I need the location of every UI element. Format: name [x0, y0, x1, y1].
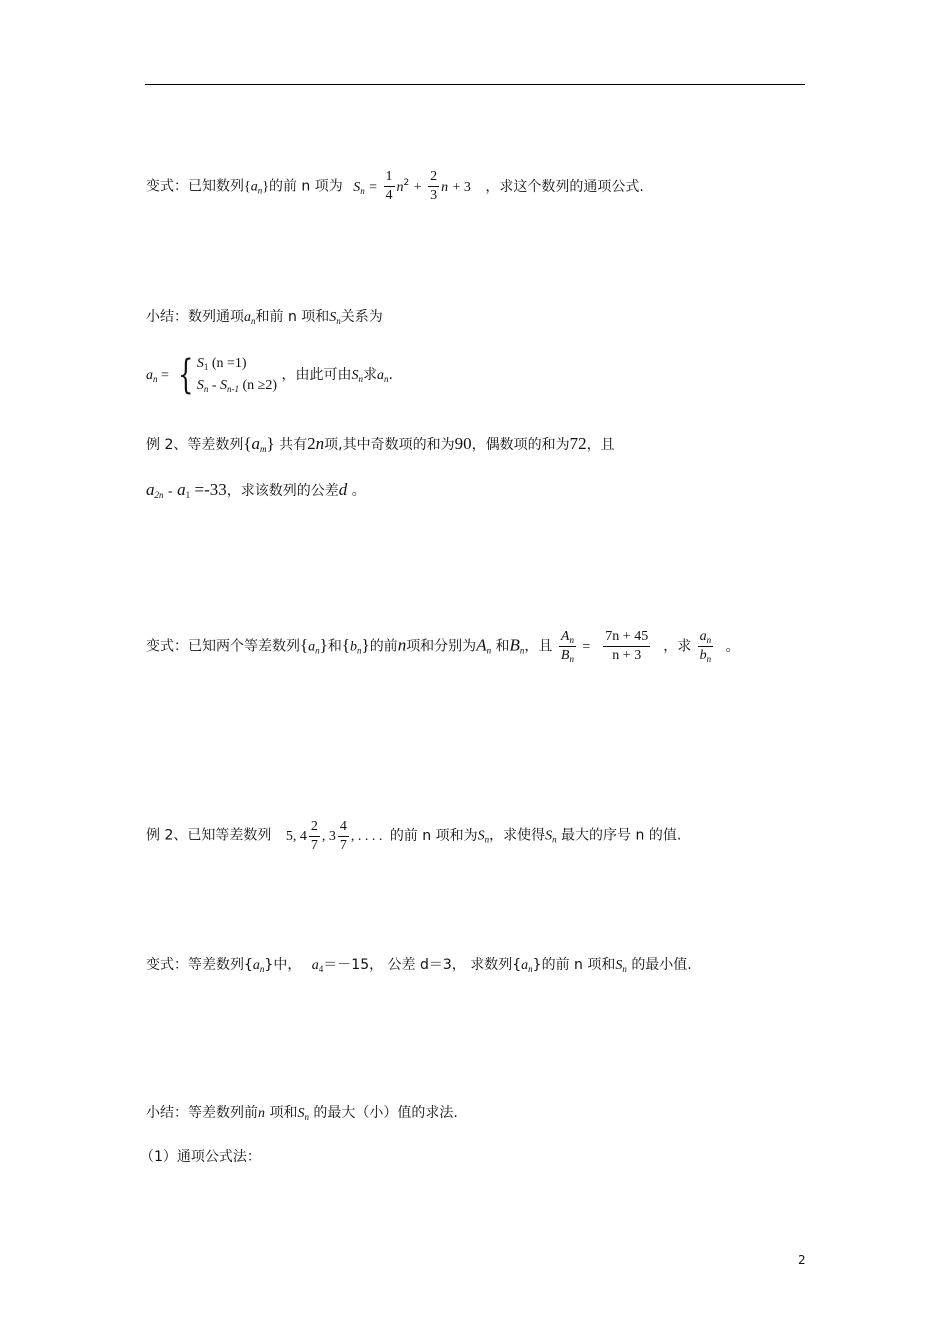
sequence: 5, 4 $\frac{2}{7}$ , 3 $\frac{4}{7}$ , . . . .: [285, 819, 383, 853]
example-2b: 例 2、已知等差数列 5, 4 $\frac{2}{7}$ , 3 $\frac{4}{7}$ , . . . . 的前 n 项和为$S_n$，求使得$S_n$ 最大的序号 n 的值.: [146, 819, 682, 853]
page-number: 2: [798, 1253, 806, 1267]
example-2a-line-2: $a_{2n} - a_1 =-33$，求该数列的公差d 。: [146, 480, 366, 500]
summary-1-cases: $a_n$ = { $S_1$ (n =1) $S_n - S_{n-1}$ (n ≥2) ，由此可由$S_n$求$a_n$.: [146, 352, 393, 398]
variant-3: 变式：等差数列$\{a_n\}$中， $a_4=-15$， 公差 d＝3， 求数列$\{a_n\}$的前 n 项和$S_n$ 的最小值.: [146, 957, 692, 974]
variant-2: 变式：已知两个等差数列$\{a_n\}$和$\{b_n\}$的前n项和分别为$A_n$ 和$B_n$，且 $\frac{A_n}{B_n}$ = $\frac{7n + 45}{n + 3}$ ，求 $\frac{a_n}{b_n}$ 。: [146, 629, 740, 664]
summary-1-line-1: 小结：数列通项$a_n$和前 n 项和$S_n$关系为: [146, 309, 383, 326]
example-2a-line-1: 例 2、等差数列$\{a_m\}$ 共有2n项,其中奇数项的和为90，偶数项的和为72，且: [146, 434, 615, 454]
sn-formula: $S_n$ = $\frac{1}{4}$ $n^2$ + $\frac{2}{3}$ n + 3: [353, 169, 471, 203]
summary-2: 小结：等差数列前n 项和$S_n$ 的最大（小）值的求法.: [146, 1105, 458, 1122]
variant-1: 变式：已知数列$\{a_n\}$的前 n 项为 $S_n$ = $\frac{1}{4}$ $n^2$ + $\frac{2}{3}$ n + 3 ，求这个数列的通项公式.: [146, 169, 644, 203]
header-rule: [145, 84, 805, 85]
method-1: （1）通项公式法：: [140, 1149, 261, 1165]
